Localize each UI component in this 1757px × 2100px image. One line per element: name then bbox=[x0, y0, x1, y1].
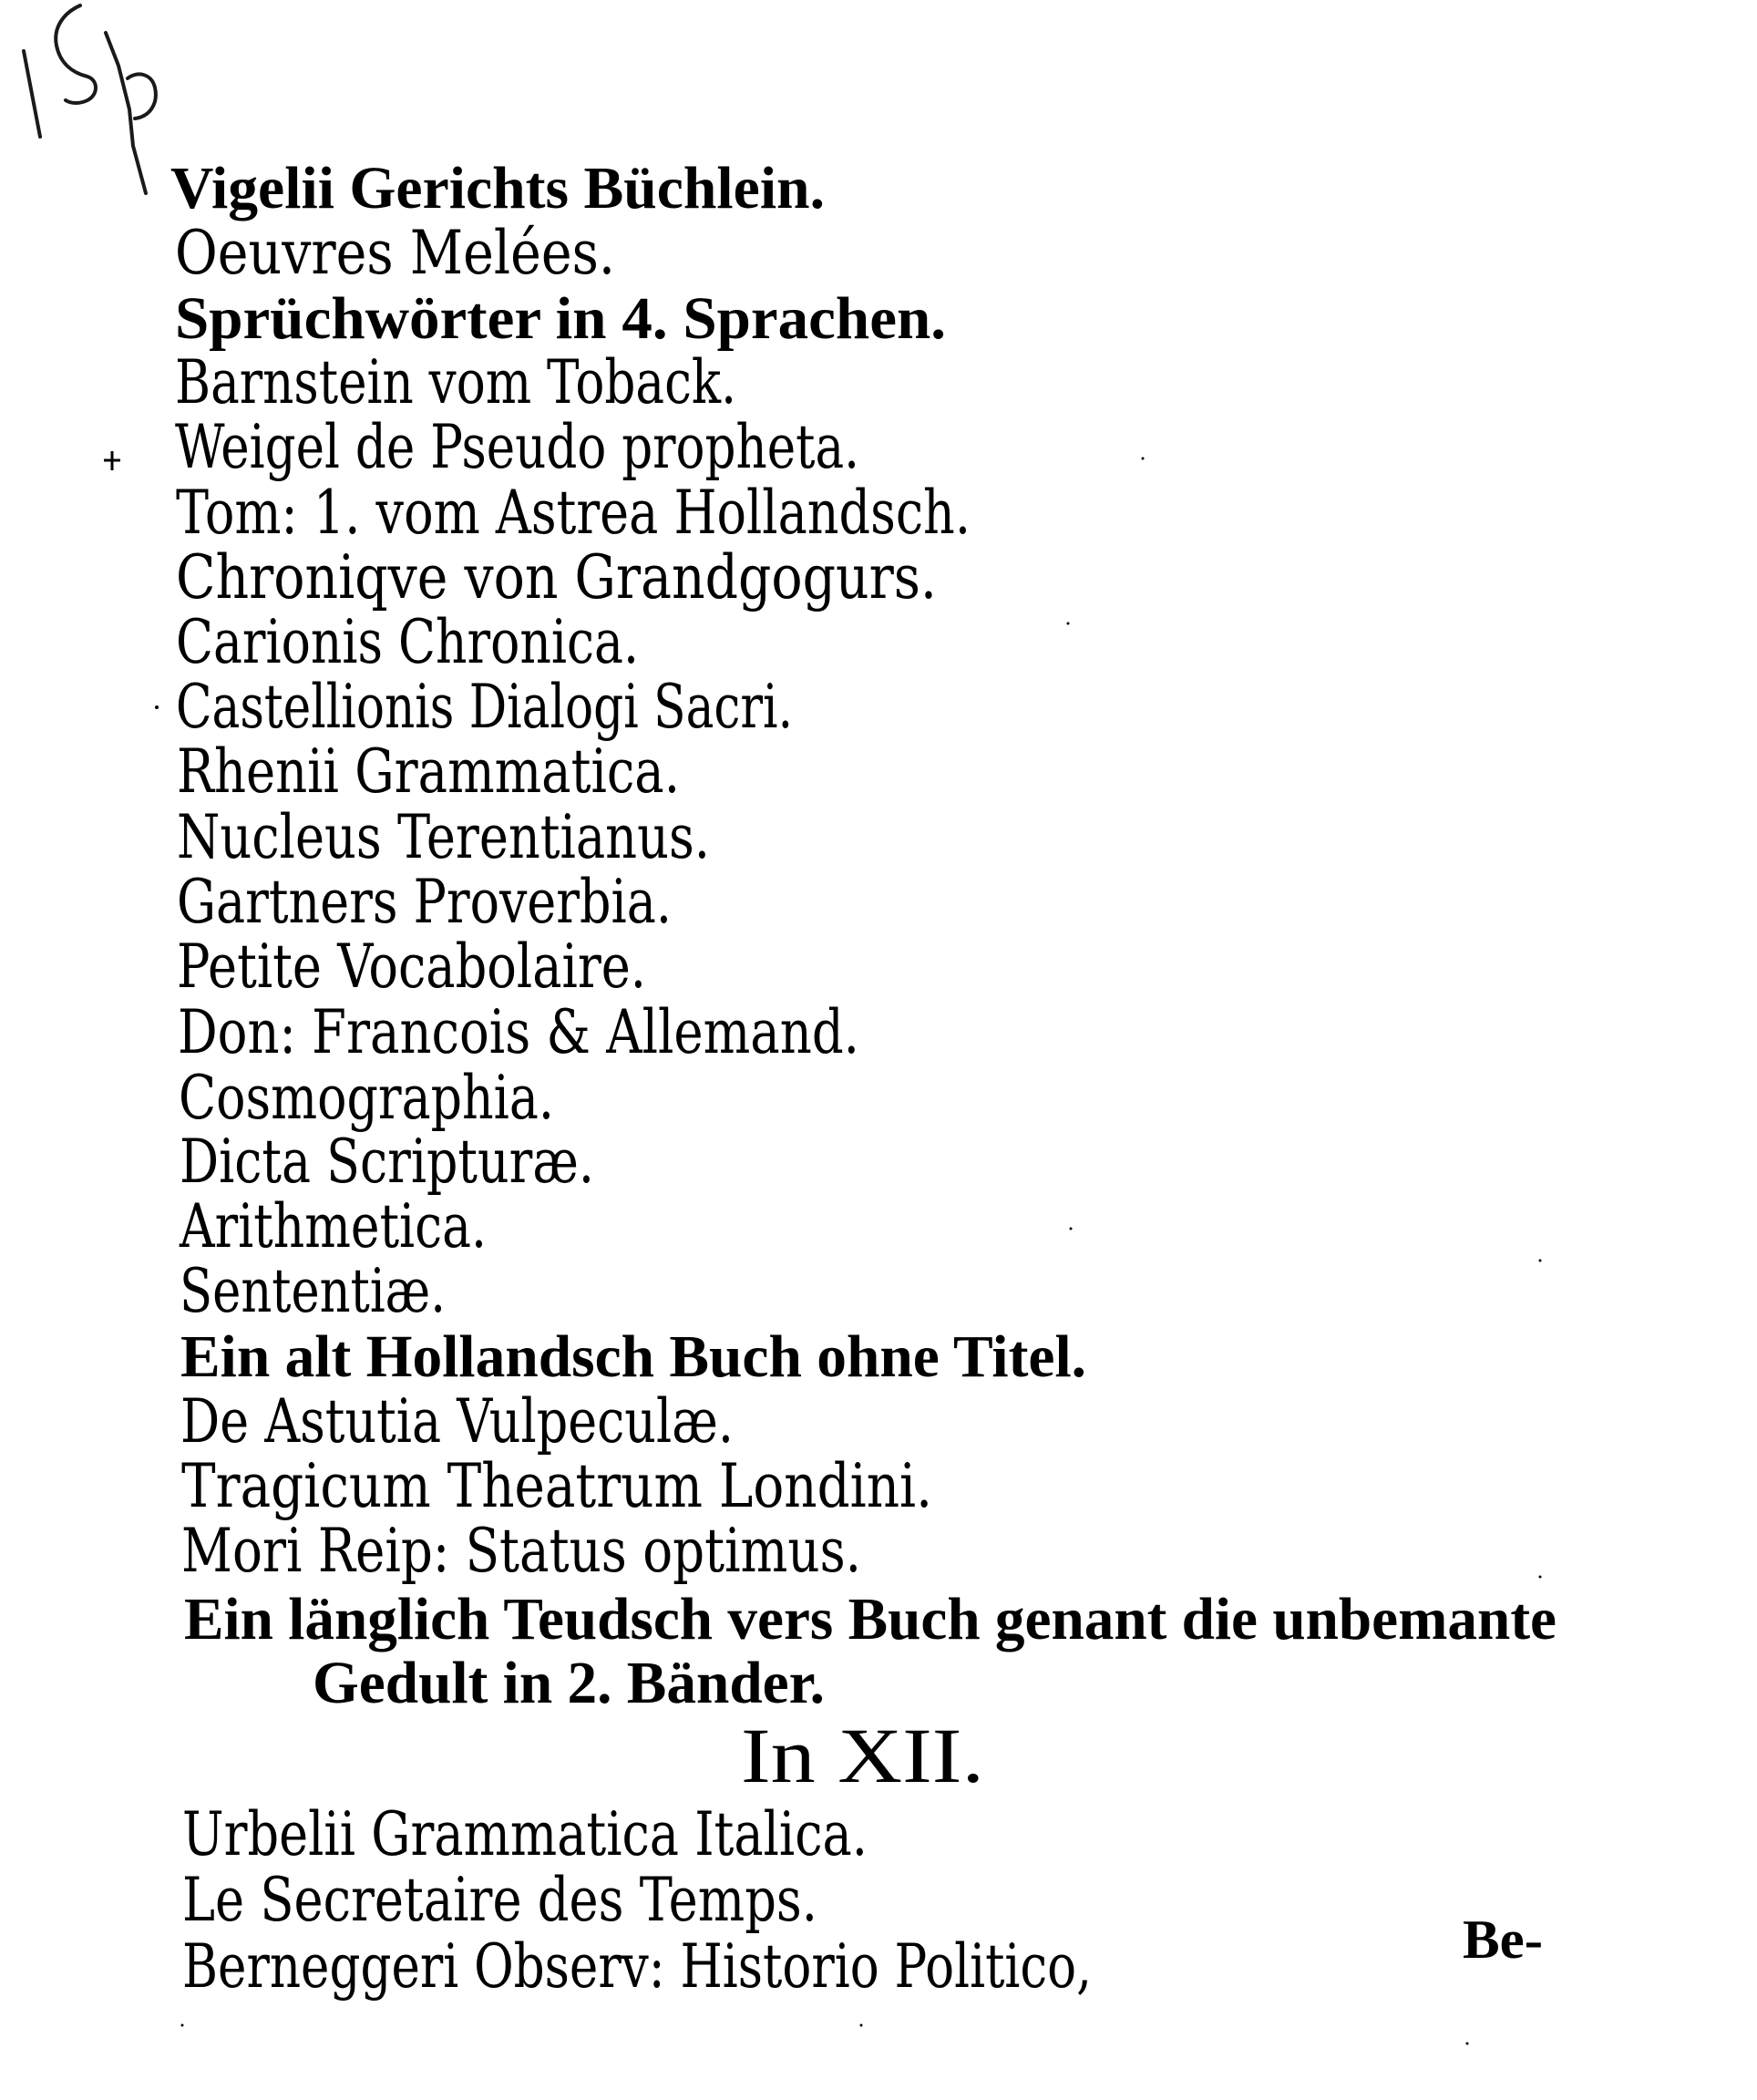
list-item: Vigelii Gerichts Büchlein. bbox=[170, 155, 825, 221]
list-item: Le Secretaire des Temps. bbox=[182, 1865, 817, 1935]
list-item: Urbelii Grammatica Italica. bbox=[182, 1799, 868, 1869]
list-item: Barnstein vom Toback. bbox=[175, 347, 736, 417]
list-item: Don: Francois & Allemand. bbox=[178, 997, 859, 1067]
list-item: Rhenii Grammatica. bbox=[177, 736, 680, 807]
list-item: Mori Reip: Status optimus. bbox=[181, 1516, 861, 1586]
list-item: Carionis Chronica. bbox=[176, 607, 639, 677]
section-heading: In XII. bbox=[741, 1712, 984, 1799]
list-item: Castellionis Dialogi Sacri. bbox=[176, 672, 793, 742]
list-item: Tom: 1. vom Astrea Hollandsch. bbox=[176, 478, 971, 548]
list-item: Tragicum Theatrum Londini. bbox=[181, 1451, 932, 1521]
book-list-section-1 bbox=[170, 155, 1557, 1716]
list-item: Arithmetica. bbox=[179, 1191, 487, 1261]
catchword: Be- bbox=[1463, 1910, 1543, 1970]
list-item: Ein länglich Teudsch vers Buch genant die unbemante bbox=[184, 1586, 1557, 1652]
list-item: Petite Vocabolaire. bbox=[177, 932, 646, 1002]
list-item-continuation: Gedult in 2. Bänder. bbox=[313, 1650, 825, 1716]
list-item: Ein alt Hollandsch Buch ohne Titel. bbox=[180, 1323, 1086, 1390]
list-item: Berneggeri Observ: Historio Politico, bbox=[182, 1931, 1092, 2002]
handwritten-folio-mark bbox=[24, 5, 156, 193]
book-list-section-2 bbox=[182, 1799, 1092, 2002]
list-item: Dicta Scripturæ. bbox=[180, 1127, 594, 1197]
list-item: De Astutia Vulpeculæ. bbox=[180, 1386, 734, 1457]
list-item: Sententiæ. bbox=[180, 1256, 446, 1326]
margin-cross-icon bbox=[104, 451, 120, 470]
list-item: Cosmographia. bbox=[179, 1063, 554, 1133]
list-item: Nucleus Terentianus. bbox=[177, 802, 710, 872]
list-item: Weigel de Pseudo propheta. bbox=[175, 412, 859, 482]
list-item: Gartners Proverbia. bbox=[177, 867, 672, 937]
list-item: Oeuvres Melées. bbox=[175, 218, 615, 288]
list-item: Chroniqve von Grandgogurs. bbox=[176, 542, 937, 612]
list-item: Sprüchwörter in 4. Sprachen. bbox=[175, 285, 946, 352]
